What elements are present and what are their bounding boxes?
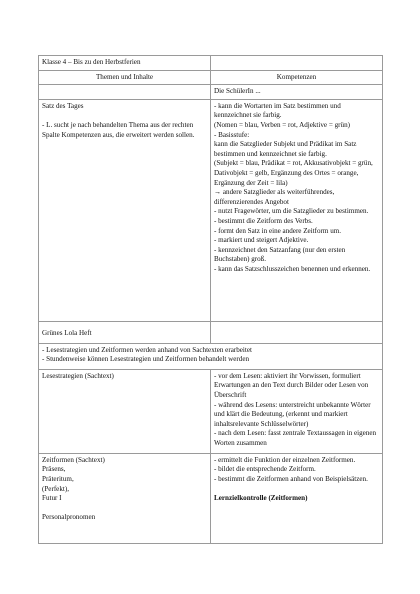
skill-line: - Basisstufe:	[214, 130, 250, 139]
skill-line: - ermittelt die Funktion der einzelnen Zeitformen.	[214, 455, 356, 464]
skill-line: - kann das Satzschlusszeichen benennen und erkennen.	[214, 264, 371, 273]
skill-line: kann die Satzglieder Subjekt und Prädikat im Satz bestimmen und kennzeichnet sie farbig.	[214, 140, 357, 158]
lese-title: Lesestrategien (Sachtext)	[39, 369, 211, 453]
satz-note: - L. sucht je nach behandelten Thema aus der rechten Spalte Kompetenzen aus, die erweitert werden sollen.	[42, 120, 195, 139]
columns-row	[39, 70, 383, 85]
gruenes-empty-cell	[211, 321, 383, 343]
zeit-line: Futur I	[42, 494, 62, 503]
curriculum-page	[38, 55, 382, 544]
skill-line: (Subjekt = blau, Prädikat = rot, Akkusativobjekt = grün, Dativobjekt = gelb, Ergänzung des Ortes = orange, Ergänzung der Zeit = lila)	[214, 159, 373, 187]
skill-line: - kann die Wortarten im Satz bestimmen und kennzeichnet sie farbig.	[214, 101, 341, 120]
skill-line: - bildet die entsprechende Zeitform.	[214, 465, 316, 474]
satz-left-cell	[39, 99, 211, 321]
zeit-line: (Perfekt),	[42, 484, 69, 493]
zeit-line: Präteritum,	[42, 474, 74, 483]
skill-line: - bestimmt die Zeitform des Verbs.	[214, 216, 313, 225]
skill-line: - kennzeichnet den Satzanfang (nur den ersten Buchstaben) groß.	[214, 245, 346, 264]
zeit-extra: Personalpronomen	[42, 513, 96, 522]
skill-line: - nach dem Lesen: fasst zentrale Textaussagen in eigenen Worten zusammen	[214, 429, 377, 447]
gruenes-row	[39, 321, 383, 343]
header-row	[39, 56, 383, 71]
satz-title: Satz des Tages	[42, 101, 84, 110]
skill-line: - markiert und steigert Adjektive.	[214, 236, 309, 245]
skill-line: - bestimmt die Zeitformen anhand von Beispielsätzen.	[214, 474, 368, 483]
column-header-left: Themen und Inhalte	[39, 70, 211, 85]
gruenes-title: Grünes Lola Heft	[39, 321, 211, 343]
column-header-right: Kompetenzen	[211, 70, 383, 85]
skill-line: (Nomen = blau, Verben = rot, Adjektive = grün)	[214, 120, 350, 129]
zeit-left-cell	[39, 453, 211, 543]
intro-text: Die SchülerIn ...	[211, 85, 383, 100]
header-empty-cell	[211, 56, 383, 71]
note-line: - Lesestrategien und Zeitformen werden anhand von Sachtexten erarbeitet	[42, 345, 252, 354]
skill-line: → andere Satzglieder als weiterführendes, differenzierendes Angebot	[214, 188, 335, 206]
skill-line: - während des Lesens: unterstreicht unbekannte Wörter und klärt die Bedeutung, (erkennt und markiert inhaltsrelevante Schlüsselwörter)	[214, 400, 371, 428]
zeit-control: Lernzielkontrolle (Zeitformen)	[214, 494, 308, 503]
zeit-line: Präsens,	[42, 465, 66, 474]
satz-row	[39, 99, 383, 321]
lese-row	[39, 369, 383, 453]
lese-skills-cell	[211, 369, 383, 453]
notes-row	[39, 343, 383, 369]
skill-line: - nutzt Fragewörter, um die Satzglieder zu bestimmen.	[214, 207, 369, 216]
note-line: - Stundenweise können Lesestrategien und Zeitformen behandelt werden	[42, 355, 250, 364]
zeit-row	[39, 453, 383, 543]
intro-empty-cell	[39, 85, 211, 100]
skill-line: - formt den Satz in eine andere Zeitform um.	[214, 226, 342, 235]
curriculum-table	[38, 55, 383, 544]
satz-skills-cell	[211, 99, 383, 321]
intro-row	[39, 85, 383, 100]
zeit-line: Zeitformen (Sachtext)	[42, 455, 105, 464]
header-title: Klasse 4 – Bis zu den Herbstferien	[39, 56, 211, 71]
notes-cell	[39, 343, 383, 369]
zeit-skills-cell	[211, 453, 383, 543]
skill-line: - vor dem Lesen: aktiviert ihr Vorwissen, formuliert Erwartungen an den Text durch Bilder oder Lesen von Überschrift	[214, 371, 369, 399]
